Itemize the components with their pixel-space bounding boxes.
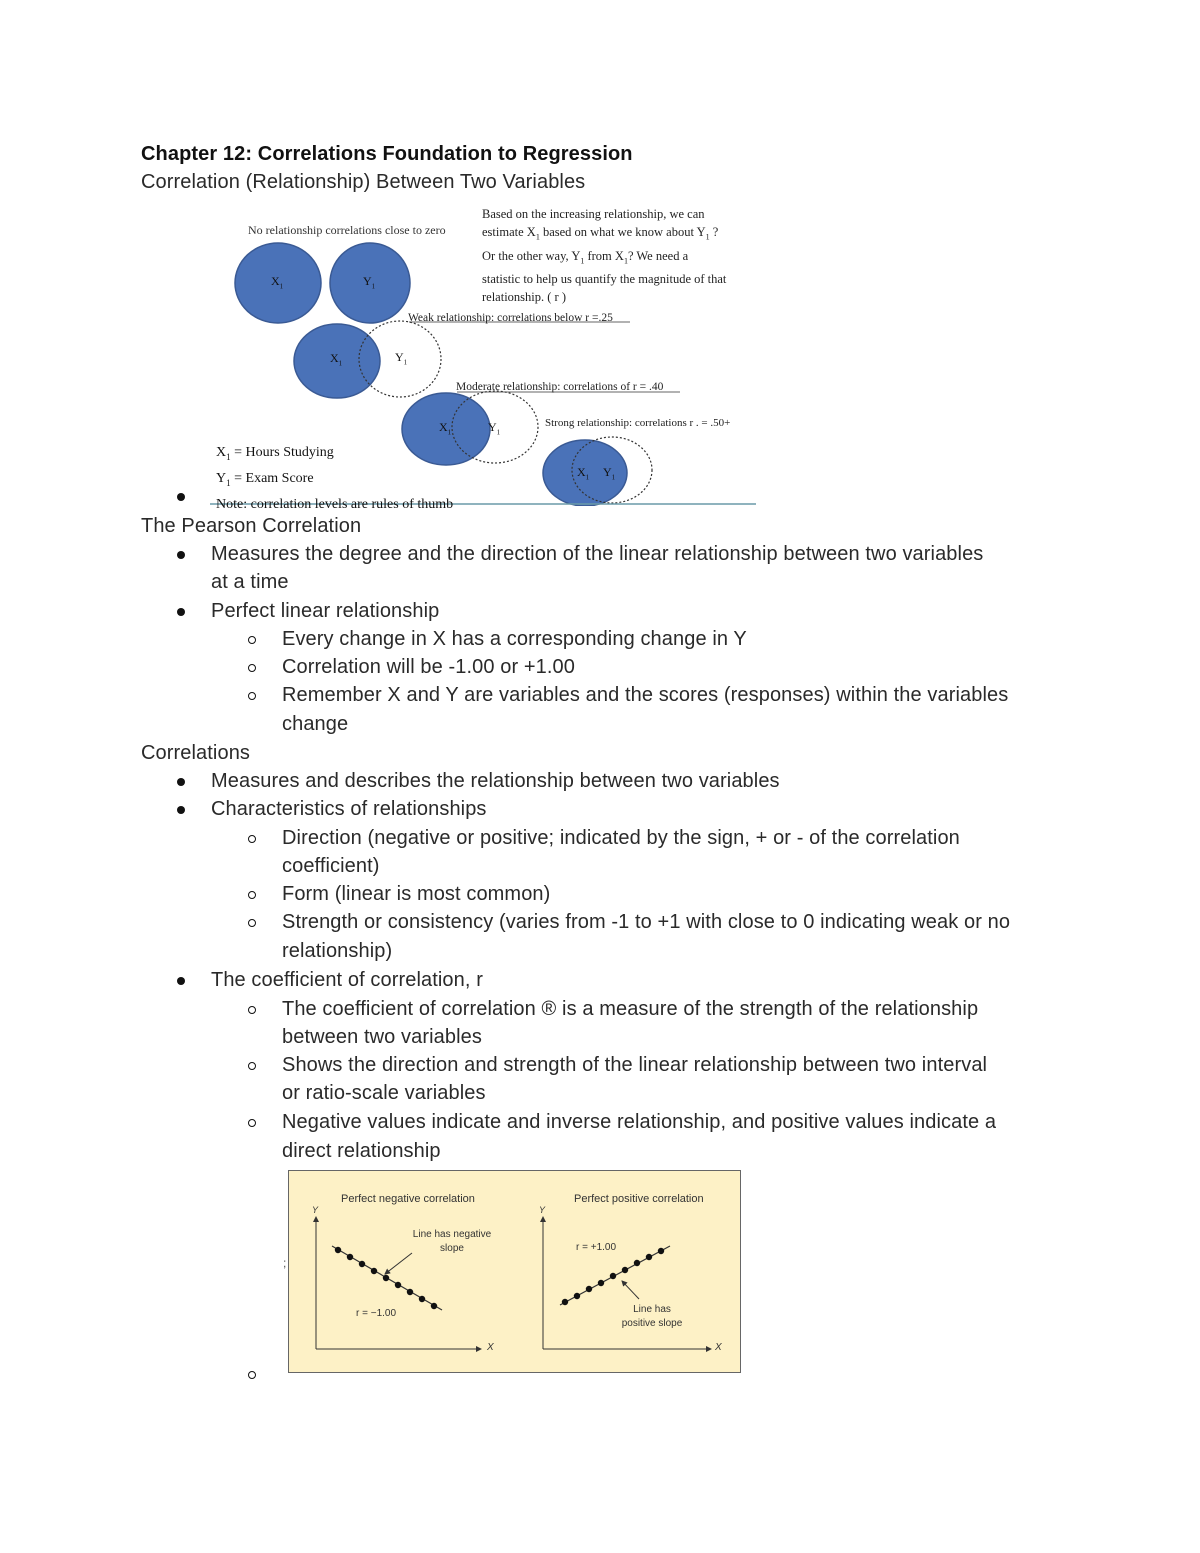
pos-slope-note: Line has positive slope: [621, 1304, 683, 1329]
pos-y-label: Y: [539, 1205, 546, 1215]
y-label-strong: $Y_1$: [603, 465, 616, 482]
sub-bullet: [248, 891, 256, 899]
pos-x-label: X: [715, 1342, 722, 1353]
sub-bullet: [248, 664, 256, 672]
neg-r-value: r = −1.00: [356, 1308, 397, 1319]
moderate-label: Moderate relationship: correlations of r = .40: [456, 381, 664, 393]
neg-x-label: X: [487, 1342, 494, 1353]
perfect-correlation-figure: [288, 1170, 741, 1373]
list-item-cont: coefficient): [282, 855, 380, 877]
y-label-none: $Y_1$: [363, 274, 376, 291]
neg-y-label: Y: [312, 1205, 319, 1215]
sub-bullet: [248, 636, 256, 644]
section-subtitle: Correlation (Relationship) Between Two Variables: [141, 171, 586, 193]
x-label-strong: $X_1$: [577, 465, 590, 482]
list-item: Shows the direction and strength of the linear relationship between two interval: [282, 1054, 988, 1076]
x-label-moderate: $X_1$: [439, 420, 452, 437]
bullet: [177, 778, 185, 786]
relationship-strength-figure: [210, 196, 756, 512]
neg-slope-note: Line has negative slope: [412, 1229, 492, 1254]
list-item-cont: relationship): [282, 940, 393, 962]
weak-label: Weak relationship: correlations below r =.25: [408, 312, 613, 324]
bullet: [177, 806, 185, 814]
list-item: Measures the degree and the direction of the linear relationship between two variables: [211, 543, 984, 565]
no-relationship-label: No relationship correlations close to zero: [248, 223, 446, 237]
list-item: Characteristics of relationships: [211, 798, 487, 820]
bullet: [177, 608, 185, 616]
list-item: Correlation will be -1.00 or +1.00: [282, 656, 575, 678]
list-item: Remember X and Y are variables and the scores (responses) within the variables: [282, 684, 1009, 706]
x-label-none: $X_1$: [271, 274, 284, 291]
pos-title: Perfect positive correlation: [574, 1193, 704, 1205]
list-item: Form (linear is most common): [282, 883, 551, 905]
list-item: Measures and describes the relationship between two variables: [211, 770, 780, 792]
y-label-moderate: $Y_1$: [488, 420, 501, 437]
neg-title: Perfect negative correlation: [341, 1193, 475, 1205]
list-item-cont: change: [282, 713, 349, 735]
y-label-weak: $Y_1$: [395, 350, 408, 367]
sub-bullet: [248, 1371, 256, 1379]
sub-bullet: [248, 692, 256, 700]
list-item: The coefficient of correlation ® is a measure of the strength of the relationship: [282, 998, 979, 1020]
list-item-cont: or ratio-scale variables: [282, 1082, 486, 1104]
list-item: Strength or consistency (varies from -1 to +1 with close to 0 indicating weak or no: [282, 911, 1011, 933]
sub-bullet: [248, 835, 256, 843]
strong-label: Strong relationship: correlations r . = .50+: [545, 417, 731, 429]
list-item: Perfect linear relationship: [211, 600, 440, 622]
list-item: Negative values indicate and inverse relationship, and positive values indicate a: [282, 1111, 997, 1133]
variable-legend: $X_1$ = Hours Studying $Y_1$ = Exam Score Note: correlation levels are rules of thumb: [216, 445, 454, 512]
page-title: Chapter 12: Correlations Foundation to Regression: [141, 143, 633, 165]
pos-points: [562, 1248, 664, 1305]
bullet: [177, 551, 185, 559]
estimate-note: Based on the increasing relationship, we can estimate $X_1$ based on what we know about $Y_1$ ? Or the other way, $Y_1$ from $X_1$? We need a statistic to help us quantify the magnitude of that relationship. ( r ): [482, 207, 727, 304]
pos-r-value: r = +1.00: [576, 1242, 617, 1253]
list-item-cont: at a time: [211, 571, 289, 593]
bullet: [177, 977, 185, 985]
section-title-correlations: Correlations: [141, 742, 251, 764]
list-item: The coefficient of correlation, r: [211, 969, 483, 991]
neg-points: [335, 1247, 437, 1309]
sub-bullet: [248, 919, 256, 927]
sub-bullet: [248, 1062, 256, 1070]
x-label-weak: $X_1$: [330, 351, 343, 368]
list-item-cont: direct relationship: [282, 1140, 441, 1162]
bullet: [177, 493, 185, 501]
list-item: Direction (negative or positive; indicated by the sign, + or - of the correlation: [282, 827, 960, 849]
list-item-cont: between two variables: [282, 1026, 482, 1048]
section-title-pearson: The Pearson Correlation: [141, 515, 362, 537]
sub-bullet: [248, 1006, 256, 1014]
list-item: Every change in X has a corresponding change in Y: [282, 628, 747, 650]
sub-bullet: [248, 1119, 256, 1127]
